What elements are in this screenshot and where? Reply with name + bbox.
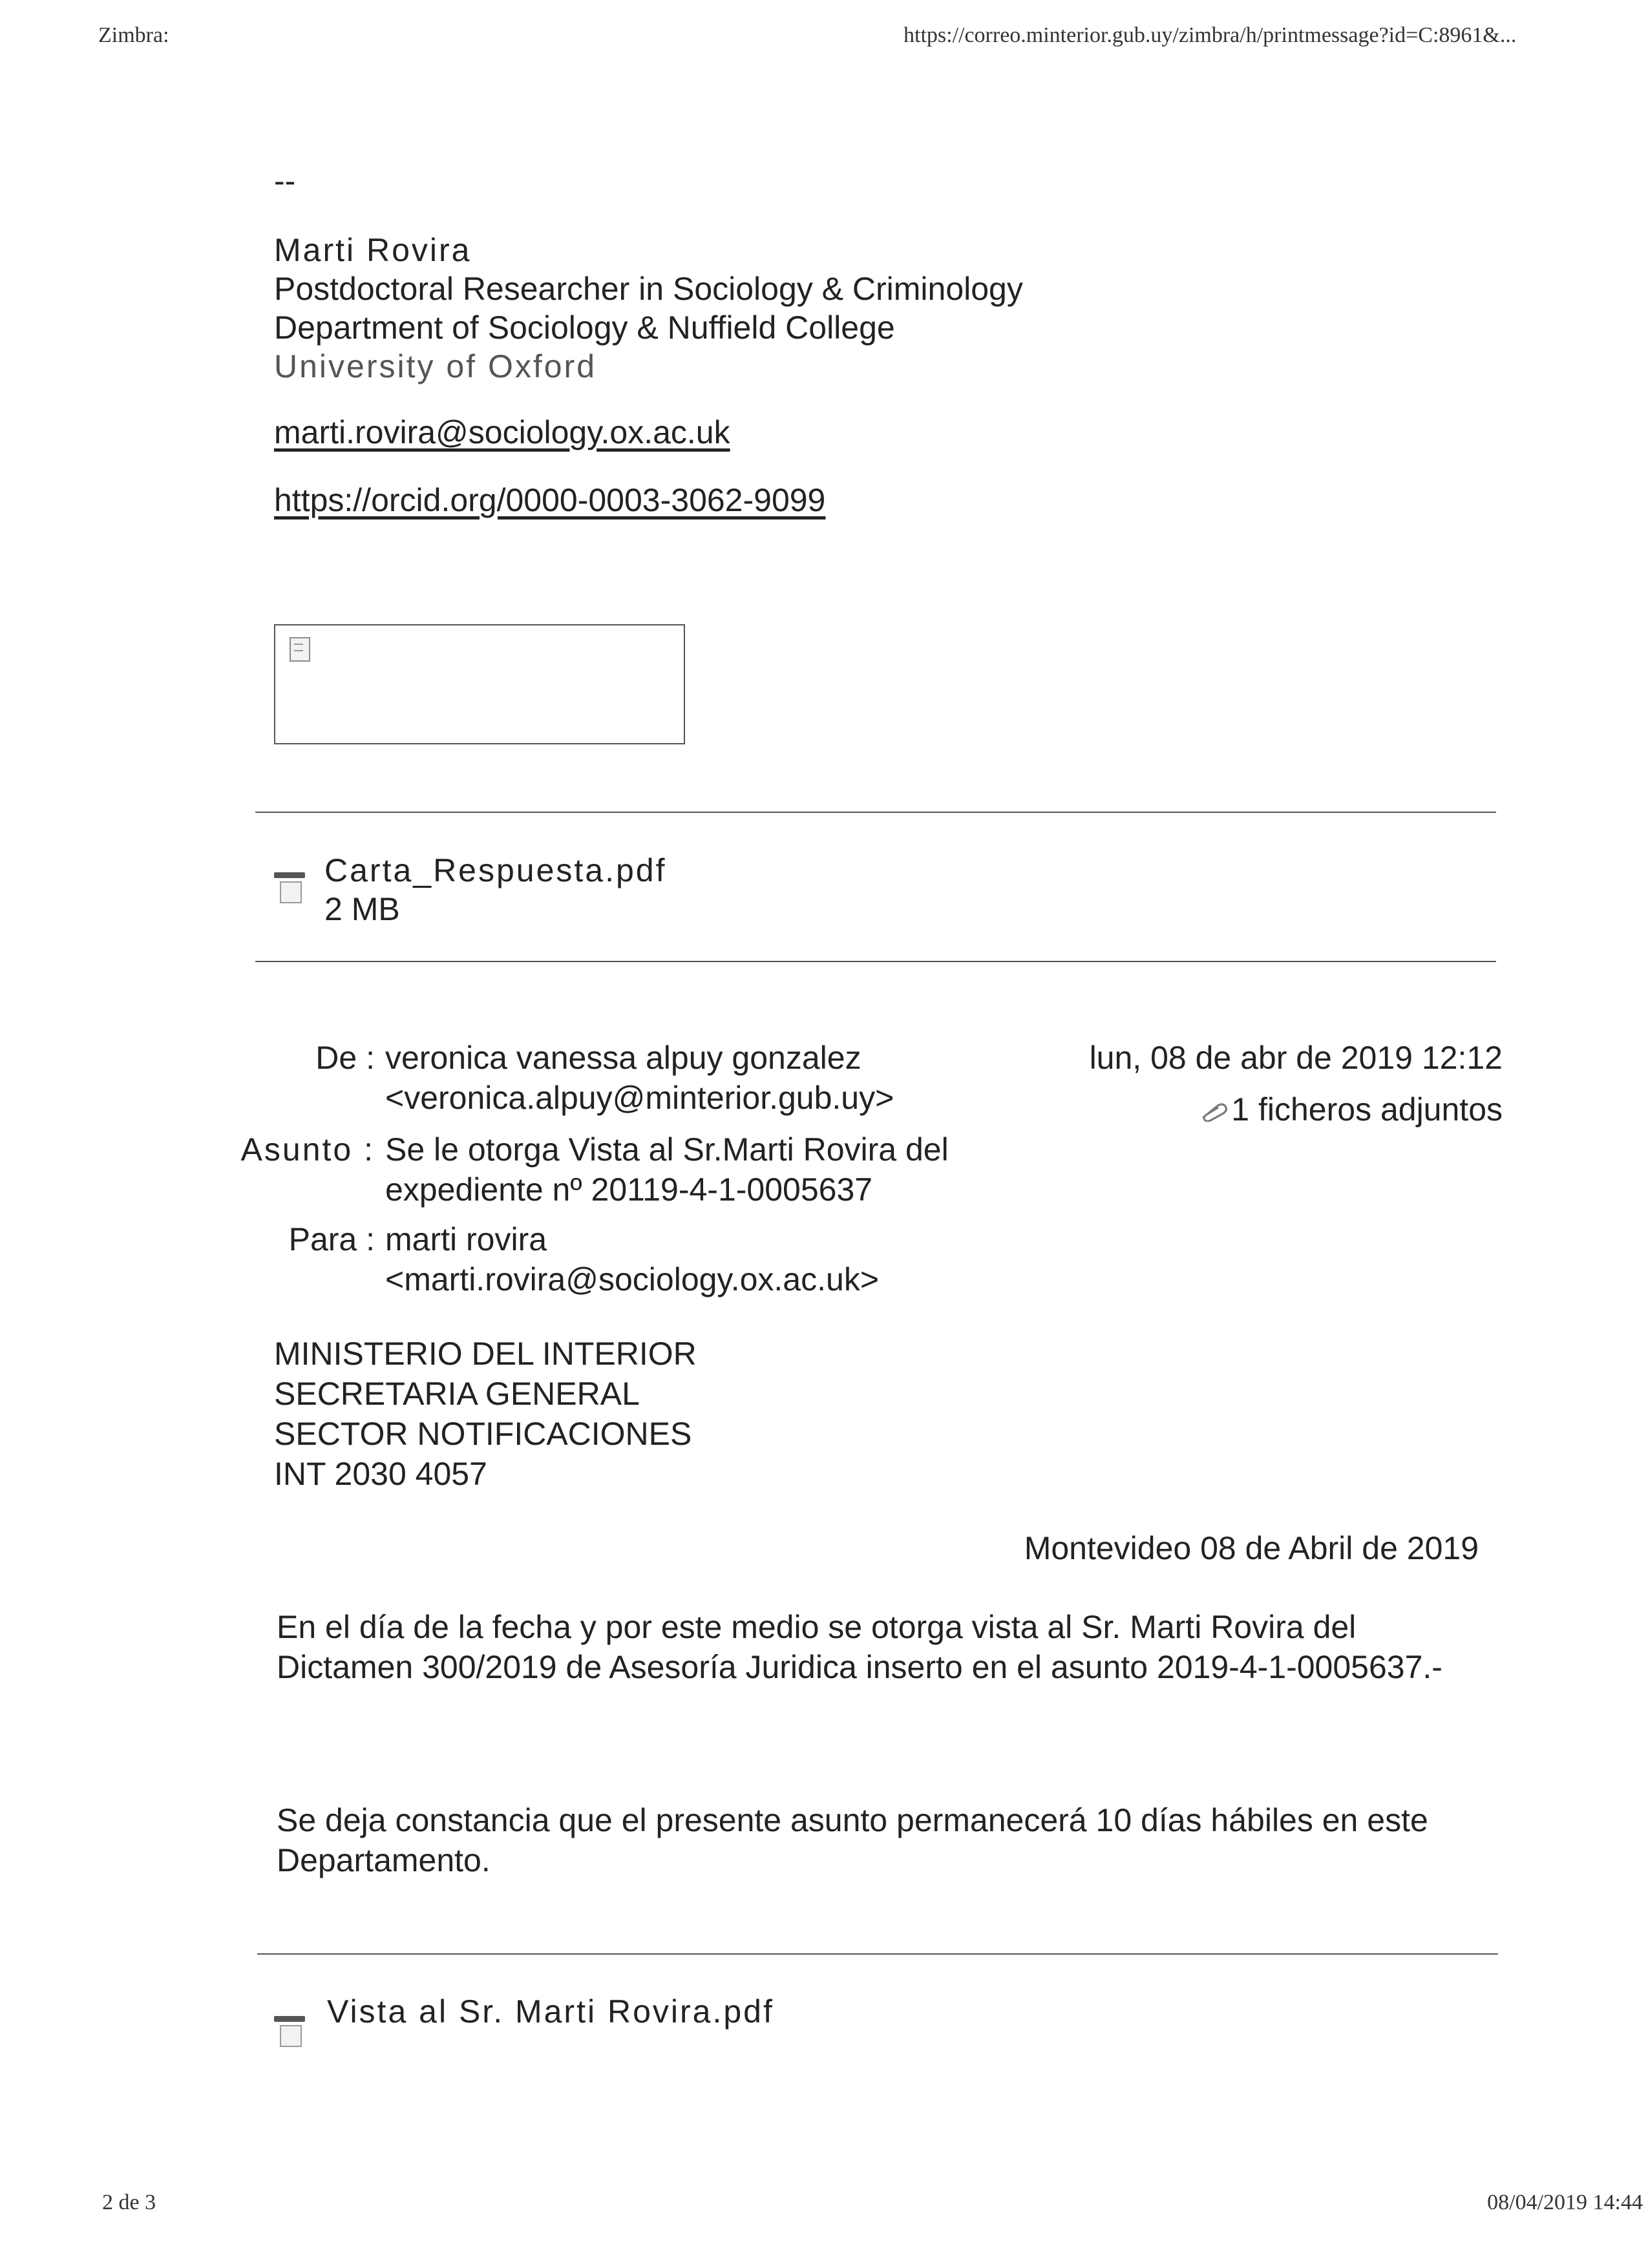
paragraph-1 (277, 1607, 1442, 1687)
org-line-3: SECTOR NOTIFICACIONES (274, 1416, 692, 1452)
print-footer-page: 2 de 3 (102, 2190, 156, 2214)
subject-line-2: expediente nº 20119-4-1-0005637 (385, 1171, 873, 1208)
to-field (385, 1219, 879, 1299)
from-email[interactable]: <veronica.alpuy@minterior.gub.uy> (385, 1080, 894, 1116)
print-header-url: https://correo.minterior.gub.uy/zimbra/h/printmessage?id=C:8961&... (903, 23, 1517, 47)
to-email[interactable]: <marti.rovira@sociology.ox.ac.uk> (385, 1261, 880, 1297)
paragraph-1-line-2: Dictamen 300/2019 de Asesoría Juridica inserto en el asunto 2019-4-1-0005637.- (277, 1649, 1442, 1685)
paragraph-2 (277, 1800, 1428, 1880)
attachment-carta-respuesta[interactable] (324, 851, 667, 929)
broken-image-icon (290, 637, 310, 662)
to-label: Para : (288, 1221, 375, 1257)
from-label: De : (315, 1040, 375, 1076)
divider (255, 812, 1496, 813)
from-name: veronica vanessa alpuy gonzalez (385, 1040, 861, 1076)
attachments-count[interactable]: 1 ficheros adjuntos (1231, 1091, 1503, 1128)
paragraph-2-line-1: Se deja constancia que el presente asunto permanecerá 10 días hábiles en este (277, 1802, 1428, 1838)
subject-label: Asunto : (240, 1131, 375, 1168)
signature-block (274, 231, 1023, 386)
signature-separator: -- (274, 163, 296, 199)
org-line-1: MINISTERIO DEL INTERIOR (274, 1336, 697, 1372)
to-name: marti rovira (385, 1221, 547, 1257)
message-date: lun, 08 de abr de 2019 12:12 (1089, 1040, 1503, 1076)
divider (257, 1953, 1498, 1955)
attachments-count-link[interactable] (1034, 1089, 1503, 1129)
from-field (385, 1038, 894, 1118)
org-line-2: SECRETARIA GENERAL (274, 1376, 640, 1412)
paragraph-2-line-2: Departamento. (277, 1842, 491, 1878)
pdf-file-icon (274, 872, 305, 901)
paragraph-1-line-1: En el día de la fecha y por este medio se otorga vista al Sr. Marti Rovira del (277, 1609, 1357, 1645)
signature-name: Marti Rovira (274, 232, 472, 268)
attachment-vista[interactable]: Vista al Sr. Marti Rovira.pdf (327, 1993, 774, 2030)
image-placeholder (274, 624, 685, 744)
signature-department: Department of Sociology & Nuffield College (274, 310, 895, 346)
attachment-filename[interactable]: Carta_Respuesta.pdf (324, 852, 667, 888)
subject-field (385, 1129, 949, 1210)
attachment-size: 2 MB (324, 891, 400, 927)
print-header-left: Zimbra: (98, 23, 169, 47)
paperclip-icon (1198, 1102, 1230, 1122)
signature-title: Postdoctoral Researcher in Sociology & Criminology (274, 271, 1023, 307)
print-footer-datetime: 08/04/2019 14:44 (1487, 2190, 1643, 2214)
pdf-file-icon (274, 2016, 305, 2044)
org-line-4: INT 2030 4057 (274, 1456, 487, 1492)
signature-orcid-link[interactable]: https://orcid.org/0000-0003-3062-9099 (274, 482, 826, 518)
org-block (274, 1334, 697, 1494)
signature-university: University of Oxford (274, 348, 597, 384)
place-date: Montevideo 08 de Abril de 2019 (1024, 1530, 1479, 1566)
divider (255, 961, 1496, 962)
subject-line-1: Se le otorga Vista al Sr.Marti Rovira del (385, 1131, 949, 1168)
signature-email-link[interactable]: marti.rovira@sociology.ox.ac.uk (274, 414, 730, 450)
